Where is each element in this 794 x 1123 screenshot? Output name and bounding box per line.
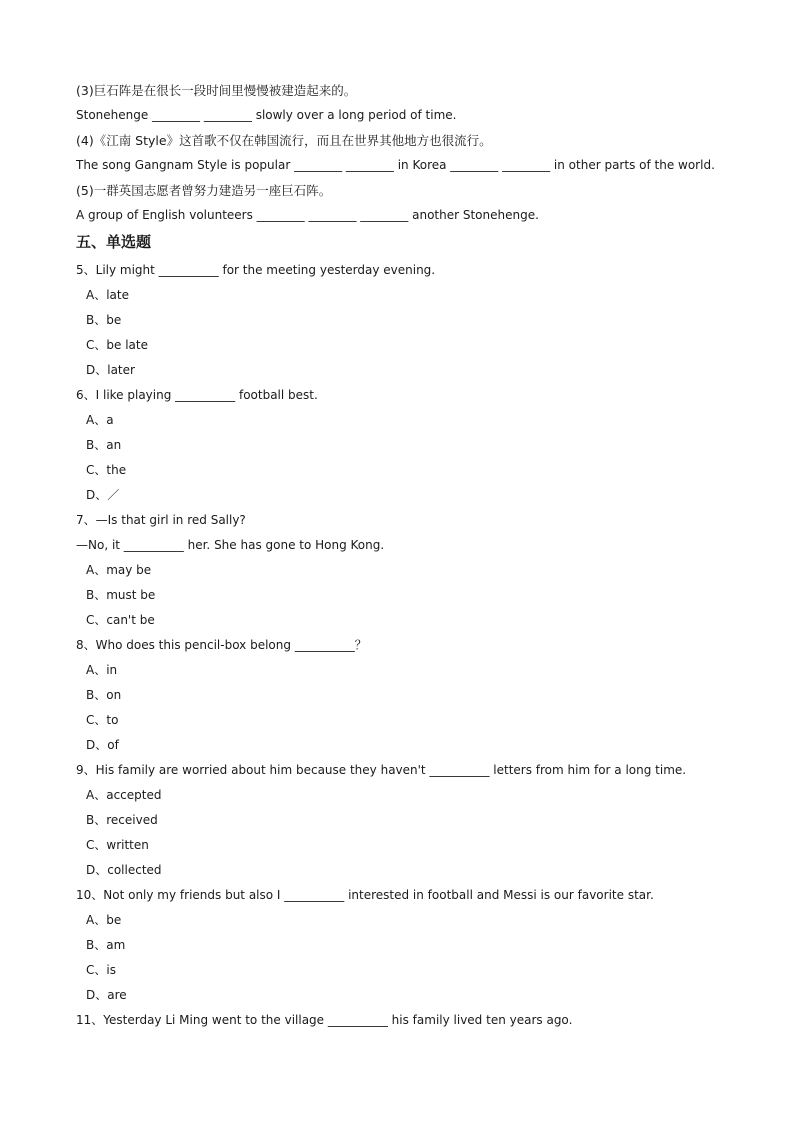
option-b[interactable]: B、am bbox=[86, 938, 126, 952]
translation-sentence-en: The song Gangnam Style is popular ________ ________ in Korea ________ ________ in other parts of the world. bbox=[76, 158, 715, 172]
option-c[interactable]: C、can't be bbox=[86, 613, 155, 627]
question-6 bbox=[76, 383, 736, 508]
question-stem: 5、Lily might __________ for the meeting yesterday evening. bbox=[76, 263, 436, 277]
option-b[interactable]: B、must be bbox=[86, 588, 156, 602]
question-10 bbox=[76, 883, 736, 1008]
section-heading: 五、单选题 bbox=[76, 233, 152, 251]
translation-prompt-zh: (3)巨石阵是在很长一段时间里慢慢被建造起来的。 bbox=[76, 83, 357, 98]
option-a[interactable]: A、late bbox=[86, 288, 129, 302]
option-d[interactable]: D、of bbox=[86, 738, 119, 752]
option-b[interactable]: B、on bbox=[86, 688, 122, 702]
option-c[interactable]: C、be late bbox=[86, 338, 148, 352]
option-a[interactable]: A、in bbox=[86, 663, 118, 677]
question-5 bbox=[76, 258, 736, 383]
translation-item bbox=[76, 78, 736, 128]
option-d[interactable]: D、later bbox=[86, 363, 135, 377]
option-a[interactable]: A、may be bbox=[86, 563, 152, 577]
option-d[interactable]: D、／ bbox=[86, 488, 120, 502]
question-7 bbox=[76, 508, 736, 633]
translation-item bbox=[76, 178, 736, 228]
option-c[interactable]: C、written bbox=[86, 838, 149, 852]
option-d[interactable]: D、collected bbox=[86, 863, 162, 877]
option-c[interactable]: C、the bbox=[86, 463, 127, 477]
option-b[interactable]: B、an bbox=[86, 438, 122, 452]
question-8 bbox=[76, 633, 736, 758]
question-stem-reply: —No, it __________ her. She has gone to Hong Kong. bbox=[76, 538, 385, 552]
option-a[interactable]: A、a bbox=[86, 413, 114, 427]
translation-sentence-en: Stonehenge ________ ________ slowly over a long period of time. bbox=[76, 108, 457, 122]
question-stem: 6、I like playing __________ football best. bbox=[76, 388, 318, 402]
option-d[interactable]: D、are bbox=[86, 988, 127, 1002]
translation-item bbox=[76, 128, 736, 178]
option-c[interactable]: C、is bbox=[86, 963, 116, 977]
question-stem: 8、Who does this pencil-box belong __________？ bbox=[76, 638, 367, 652]
question-stem: 7、—Is that girl in red Sally? bbox=[76, 513, 246, 527]
translation-prompt-zh: (5)一群英国志愿者曾努力建造另一座巨石阵。 bbox=[76, 183, 332, 198]
question-11 bbox=[76, 1008, 736, 1033]
option-a[interactable]: A、be bbox=[86, 913, 122, 927]
page-content bbox=[76, 78, 736, 1033]
question-stem: 10、Not only my friends but also I __________ interested in football and Messi is our favorite star. bbox=[76, 888, 654, 902]
question-stem: 11、Yesterday Li Ming went to the village __________ his family lived ten years ago. bbox=[76, 1013, 573, 1027]
translation-sentence-en: A group of English volunteers ________ ________ ________ another Stonehenge. bbox=[76, 208, 539, 222]
translation-prompt-zh: (4)《江南 Style》这首歌不仅在韩国流行，而且在世界其他地方也很流行。 bbox=[76, 133, 492, 148]
option-b[interactable]: B、be bbox=[86, 313, 122, 327]
option-b[interactable]: B、received bbox=[86, 813, 158, 827]
option-a[interactable]: A、accepted bbox=[86, 788, 162, 802]
option-c[interactable]: C、to bbox=[86, 713, 119, 727]
question-stem: 9、His family are worried about him because they haven't __________ letters from him for a long time. bbox=[76, 763, 687, 777]
question-9 bbox=[76, 758, 736, 883]
